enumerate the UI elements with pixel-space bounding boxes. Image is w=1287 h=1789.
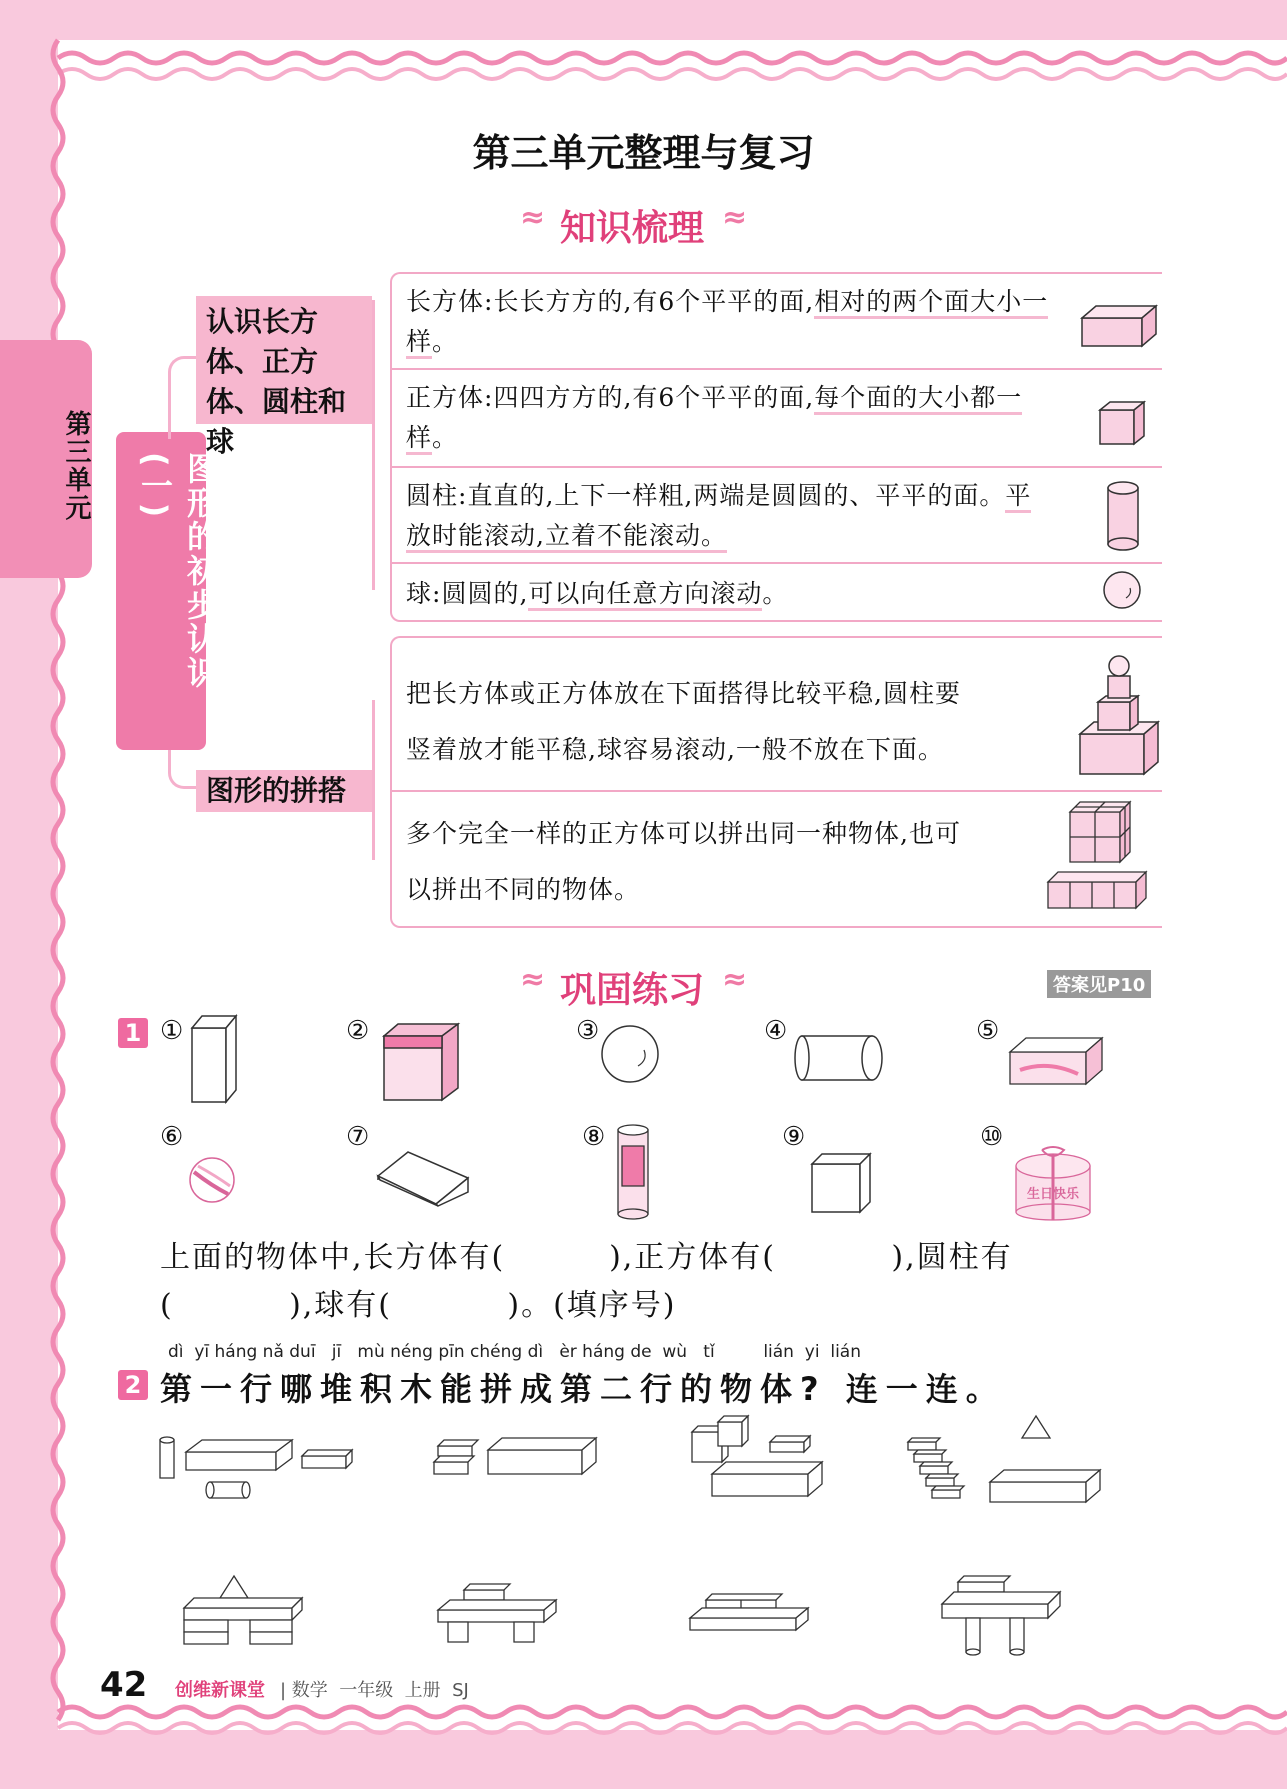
item-number: ⑤	[976, 1016, 1000, 1046]
footer-info: | 数学 一年级 上册 SJ	[280, 1680, 469, 1701]
squiggle-icon: ≈	[722, 200, 748, 235]
definition-text: 圆圆的,	[441, 579, 529, 608]
item-number: ⑨	[782, 1122, 806, 1152]
cubes-text-line: 多个完全一样的正方体可以拼出同一种物体,也可	[406, 819, 961, 848]
answer-reference-badge: 答案见P10	[1047, 970, 1151, 998]
cubes-text-line: 以拼出不同的物体。	[406, 875, 641, 904]
tissue-box-image	[1008, 1034, 1104, 1090]
target-object-2[interactable]	[434, 1572, 564, 1652]
definition-row-cuboid	[392, 274, 1162, 370]
mindmap-root	[116, 432, 220, 750]
sphere-icon	[1102, 570, 1146, 614]
section-knowledge-title: 知识梳理	[560, 208, 705, 249]
stacked-shapes-icon	[1078, 650, 1162, 780]
cylinder-icon	[1104, 480, 1144, 554]
item-number: ⑧	[582, 1122, 606, 1152]
item-number: ⑩	[980, 1122, 1004, 1152]
question-number-badge: 1	[118, 1018, 148, 1048]
q2-pinyin: dì yī háng nǎ duī jī mù néng pīn chéng dì èr háng de wù tǐ lián yi lián	[168, 1342, 861, 1362]
squiggle-icon: ≈	[722, 962, 748, 997]
cube-icon	[1098, 398, 1148, 448]
mindmap-branch-recognize	[196, 296, 372, 458]
branch-recognize-label: 认识长方体、正方体、圆柱和球	[206, 305, 347, 458]
definition-text: 四四方方的,有6个平平的面,	[493, 383, 815, 412]
cuboid-icon	[1080, 298, 1160, 348]
block-group-2[interactable]	[432, 1428, 612, 1488]
squiggle-icon: ≈	[520, 962, 546, 997]
combination-box	[390, 636, 1162, 928]
definition-text: 。	[762, 579, 789, 608]
definition-highlight: 每个面的大	[814, 383, 944, 415]
definition-text: 长长方方的,有6个平平的面,	[493, 287, 815, 316]
q2-question-text: 第一行哪堆积木能拼成第二行的物体? 连一连。	[160, 1370, 1006, 1408]
branch-combine-label: 图形的拼搭	[206, 774, 347, 807]
definition-highlight: 小都一样	[406, 383, 1022, 455]
mindmap-root-label: 图形的初步认识(一)	[136, 452, 220, 690]
definition-text: 直直的,上下一样粗,两端是圆圆的、平平的	[467, 481, 954, 510]
lying-prism-image	[376, 1148, 472, 1208]
shape-definitions-box	[390, 272, 1162, 622]
question-number-badge: 2	[118, 1370, 148, 1400]
definition-term: 圆柱:	[406, 481, 468, 510]
cubes-row	[392, 792, 1162, 924]
cube-box-image	[810, 1152, 874, 1216]
target-object-3[interactable]	[686, 1584, 816, 1644]
lying-cylinder-image	[794, 1032, 886, 1086]
block-group-4[interactable]	[906, 1412, 1106, 1512]
pink-can-image	[614, 1124, 654, 1220]
definition-highlight: 平放时能滚动,立着不能滚动。	[406, 481, 1031, 553]
item-number: ①	[160, 1016, 184, 1046]
item-number: ③	[576, 1016, 600, 1046]
item-number: ②	[346, 1016, 370, 1046]
cube-assembly-icon	[1046, 796, 1166, 916]
block-group-1[interactable]	[156, 1428, 356, 1508]
definition-text: 。	[432, 423, 459, 452]
item-number: ④	[764, 1016, 788, 1046]
cake-label: 生日快乐	[1026, 1187, 1080, 1202]
definition-text: 。	[432, 327, 459, 356]
target-object-4[interactable]	[938, 1568, 1068, 1658]
mindmap-branch-combine	[196, 770, 372, 812]
definition-highlight: 面大小一样	[406, 287, 1048, 359]
tall-box-image	[190, 1014, 240, 1104]
stacking-text-line: 竖着放才能平稳,球容易滚动,一般不放在下面。	[406, 735, 944, 764]
definition-term: 长方体:	[406, 287, 494, 316]
definition-highlight: 相对的两个	[814, 287, 944, 319]
definition-highlight: 可以向任意方向滚动	[528, 579, 762, 611]
definition-row-sphere	[392, 564, 1162, 618]
definition-row-cube	[392, 370, 1162, 468]
stacking-text-line: 把长方体或正方体放在下面搭得比较平稳,圆柱要	[406, 679, 961, 708]
footer-brand: 创维新课堂	[175, 1680, 265, 1701]
squiggle-icon: ≈	[520, 200, 546, 235]
section-practice-title: 巩固练习	[560, 970, 705, 1011]
definition-term: 球:	[406, 579, 442, 608]
page-number: 42	[100, 1665, 148, 1705]
pink-ball-image	[188, 1156, 240, 1208]
stacking-row	[392, 638, 1162, 792]
side-unit-label: 第三单元	[61, 410, 91, 522]
target-object-1[interactable]	[180, 1572, 310, 1652]
pink-gift-box-image	[382, 1022, 462, 1104]
page-title: 第三单元整理与复习	[472, 131, 815, 175]
birthday-cake-box-image	[1012, 1140, 1096, 1220]
definition-term: 正方体:	[406, 383, 494, 412]
q1-answer-line-2: ( ),球有( )。(填序号)	[160, 1288, 677, 1323]
q1-answer-line-1: 上面的物体中,长方体有( ),正方体有( ),圆柱有	[160, 1240, 1013, 1275]
definition-text: 面。	[953, 481, 1006, 510]
item-number: ⑥	[160, 1122, 184, 1152]
item-number: ⑦	[346, 1122, 370, 1152]
ball-image	[600, 1024, 662, 1086]
side-unit-tab	[0, 340, 92, 578]
definition-row-cylinder	[392, 468, 1162, 564]
block-group-3[interactable]	[688, 1412, 838, 1502]
